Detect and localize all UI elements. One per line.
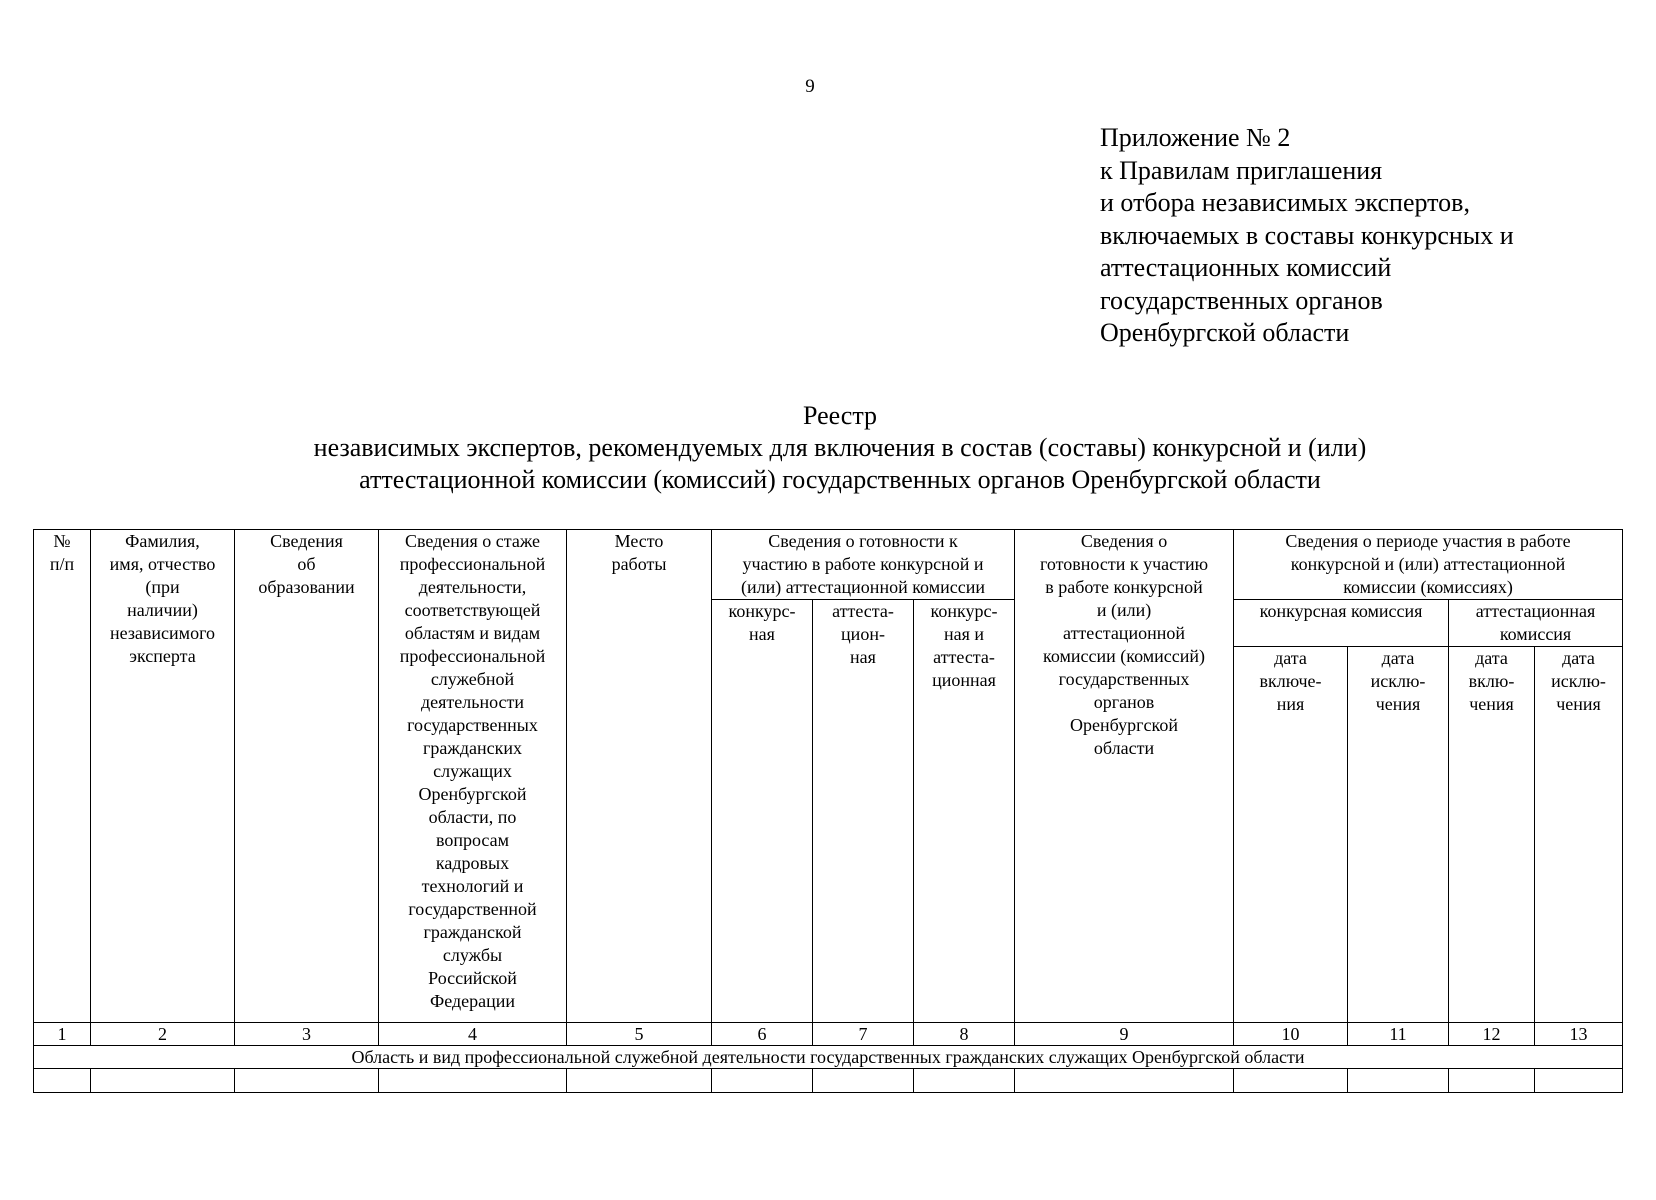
appendix-heading [1100,122,1514,350]
column-number-row [34,1023,1623,1046]
header-attestation: аттеста- цион- ная [813,600,914,1023]
header-exclusion-date: дата исклю- чения [1535,647,1623,1023]
title-line-2: независимых экспертов, рекомендуемых для включения в состав (составы) конкурсной и (или) [313,433,1367,462]
column-number: 3 [235,1023,379,1046]
empty-cell[interactable] [914,1069,1015,1093]
header-readiness-group: Сведения о готовности к участию в работе конкурсной и (или) аттестационной комиссии [712,530,1015,600]
appendix-line: включаемых в составы конкурсных и [1100,220,1514,250]
header-full-name: Фамилия, имя, отчество (при наличии) независимого эксперта [91,530,235,1023]
document-title [0,400,1656,496]
header-competitive-and-attestation: конкурс- ная и аттеста- ционная [914,600,1015,1023]
header-inclusion-date: дата вклю- чения [1449,647,1535,1023]
column-number: 4 [379,1023,567,1046]
appendix-line: Оренбургской области [1100,318,1350,347]
empty-cell[interactable] [813,1069,914,1093]
column-number: 10 [1234,1023,1348,1046]
empty-cell[interactable] [1234,1069,1348,1093]
empty-cell[interactable] [567,1069,712,1093]
header-period-group: Сведения о периоде участия в работе конкурсной и (или) аттестационной комиссии (комиссиях) [1234,530,1623,600]
header-competitive: конкурс- ная [712,600,813,1023]
column-number: 9 [1015,1023,1234,1046]
section-row [34,1046,1623,1069]
empty-cell[interactable] [235,1069,379,1093]
title-line-3: аттестационной комиссии (комиссий) государственных органов Оренбургской области [359,465,1321,494]
empty-cell[interactable] [379,1069,567,1093]
header-inclusion-date: дата включе- ния [1234,647,1348,1023]
appendix-line: к Правилам приглашения [1100,155,1383,185]
empty-cell[interactable] [1348,1069,1449,1093]
appendix-line: государственных органов [1100,285,1383,315]
empty-cell[interactable] [712,1069,813,1093]
column-number: 5 [567,1023,712,1046]
section-heading: Область и вид профессиональной служебной деятельности государственных гражданских служащих Оренбургской области [34,1046,1623,1069]
appendix-line: аттестационных комиссий [1100,253,1392,282]
column-number: 12 [1449,1023,1535,1046]
column-number: 1 [34,1023,91,1046]
header-readiness-bodies: Сведения о готовности к участию в работе конкурсной и (или) аттестационной комиссии (комиссий) государственных органов Оренбургской области [1015,530,1234,1023]
column-number: 11 [1348,1023,1449,1046]
empty-cell[interactable] [34,1069,91,1093]
header-experience: Сведения о стаже профессиональной деятельности, соответствующей областям и видам профессиональной служебной деятельности государственных гражданских служащих Оренбургской области, по вопросам кадровых технологий и государственной гражданской службы Российской Федерации [379,530,567,1023]
header-competitive-commission: конкурсная комиссия [1234,600,1449,647]
column-number: 8 [914,1023,1015,1046]
column-number: 7 [813,1023,914,1046]
column-number: 6 [712,1023,813,1046]
header-education: Сведения об образовании [235,530,379,1023]
registry-table [33,529,1623,1093]
empty-cell[interactable] [1449,1069,1535,1093]
header-exclusion-date: дата исклю- чения [1348,647,1449,1023]
column-number: 2 [91,1023,235,1046]
column-number: 13 [1535,1023,1623,1046]
empty-cell[interactable] [1535,1069,1623,1093]
empty-cell[interactable] [1015,1069,1234,1093]
header-attestation-commission: аттестационная комиссия [1449,600,1623,647]
table-row [34,1069,1623,1093]
appendix-line: Приложение № 2 [1100,123,1291,152]
header-number: № п/п [34,530,91,1023]
page-number: 9 [805,76,815,97]
empty-cell[interactable] [91,1069,235,1093]
header-workplace: Место работы [567,530,712,1023]
title-line-1: Реестр [802,401,878,430]
appendix-line: и отбора независимых экспертов, [1100,188,1470,217]
